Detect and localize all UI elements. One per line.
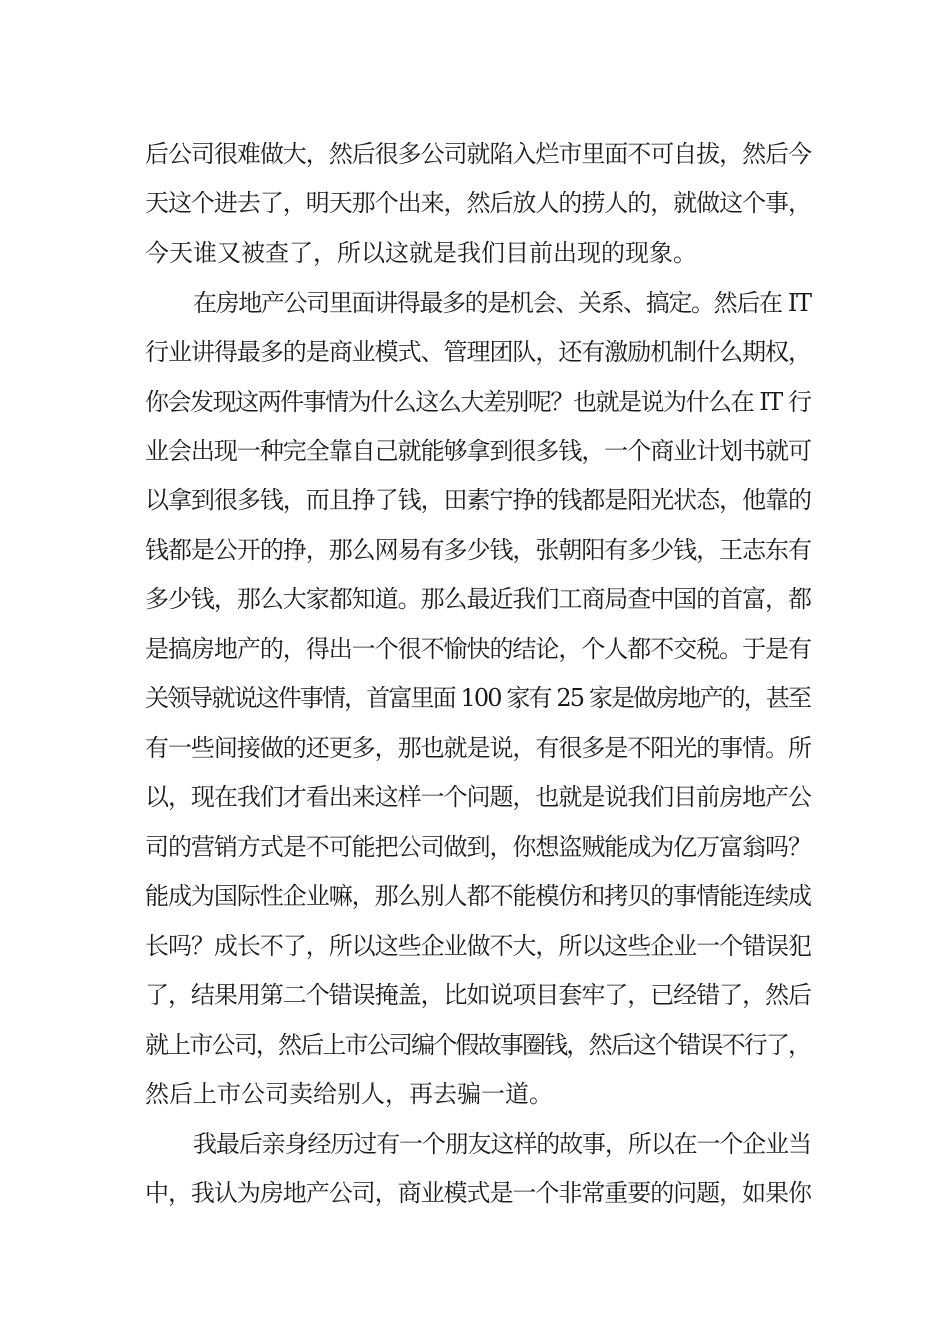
text-line-content: 后公司很难做大，然后很多公司就陷入烂市里面不可自拔，然后今 xyxy=(145,140,811,168)
text-line xyxy=(0,1074,950,1114)
text-line xyxy=(0,678,950,718)
text-line-content: 有一些间接做的还更多，那也就是说，有很多是不阳光的事情。所 xyxy=(145,734,811,762)
text-line-content: 然后上市公司卖给别人，再去骗一道。 xyxy=(145,1080,553,1108)
text-line xyxy=(0,233,950,273)
text-line xyxy=(0,480,950,520)
text-line xyxy=(0,134,950,174)
text-line xyxy=(0,728,950,768)
text-line xyxy=(0,827,950,867)
text-line xyxy=(0,530,950,570)
text-line-content: 多少钱，那么大家都知道。那么最近我们工商局查中国的首富，都 xyxy=(145,585,811,613)
text-line xyxy=(0,382,950,422)
text-line xyxy=(0,629,950,669)
text-line xyxy=(0,926,950,966)
text-line-content: 我最后亲身经历过有一个朋友这样的故事，所以在一个企业当 xyxy=(193,1130,811,1158)
text-line xyxy=(0,579,950,619)
text-line xyxy=(0,431,950,471)
text-line-content: 天这个进去了，明天那个出来，然后放人的捞人的，就做这个事， xyxy=(145,189,811,217)
text-line-content: 能成为国际性企业嘛，那么别人都不能模仿和拷贝的事情能连续成 xyxy=(145,882,811,910)
text-line xyxy=(0,1173,950,1213)
text-line-content: 了，结果用第二个错误掩盖，比如说项目套牢了，已经错了，然后 xyxy=(145,981,811,1009)
text-line xyxy=(0,183,950,223)
text-line-content: 你会发现这两件事情为什么这么大差别呢？也就是说为什么在 IT 行 xyxy=(145,388,811,416)
text-line-content: 司的营销方式是不可能把公司做到，你想盗贼能成为亿万富翁吗？ xyxy=(145,833,811,861)
text-line xyxy=(0,332,950,372)
text-line-content: 就上市公司，然后上市公司编个假故事圈钱，然后这个错误不行了， xyxy=(145,1031,811,1059)
paragraph-first-line xyxy=(0,1124,950,1164)
text-line-content: 中，我认为房地产公司，商业模式是一个非常重要的问题，如果你 xyxy=(145,1179,811,1207)
text-line-content: 关领导就说这件事情，首富里面 100 家有 25 家是做房地产的，甚至 xyxy=(145,684,811,712)
text-line xyxy=(0,876,950,916)
text-line-content: 业会出现一种完全靠自己就能够拿到很多钱，一个商业计划书就可 xyxy=(145,437,811,465)
text-line xyxy=(0,975,950,1015)
text-line-content: 长吗？成长不了，所以这些企业做不大，所以这些企业一个错误犯 xyxy=(145,932,811,960)
text-line-content: 今天谁又被查了，所以这就是我们目前出现的现象。 xyxy=(145,239,697,267)
text-line-content: 钱都是公开的挣，那么网易有多少钱，张朝阳有多少钱，王志东有 xyxy=(145,536,811,564)
text-line-content: 以拿到很多钱，而且挣了钱，田素宁挣的钱都是阳光状态，他靠的 xyxy=(145,486,811,514)
text-line-content: 行业讲得最多的是商业模式、管理团队，还有激励机制什么期权， xyxy=(145,338,811,366)
text-line xyxy=(0,1025,950,1065)
text-line xyxy=(0,777,950,817)
text-line-content: 是搞房地产的，得出一个很不愉快的结论，个人都不交税。于是有 xyxy=(145,635,811,663)
text-line-content: 以，现在我们才看出来这样一个问题，也就是说我们目前房地产公 xyxy=(145,783,811,811)
paragraph-first-line xyxy=(0,283,950,323)
text-line-content: 在房地产公司里面讲得最多的是机会、关系、搞定。然后在 IT xyxy=(193,289,811,317)
